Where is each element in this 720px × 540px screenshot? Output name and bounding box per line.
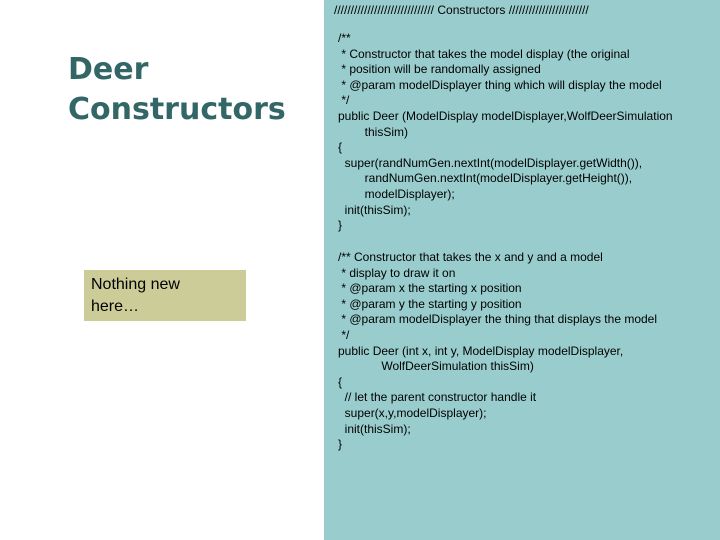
note-text: Nothing new here… — [91, 276, 180, 315]
constructor-code-xy-position: /** Constructor that takes the x and y and a model * display to draw it on * @param x the starting x position * @param y the starting y position * @param modelDisplayer the thing that displays the model */ public Deer (int x, int y, ModelDisplay modelDisplayer, WolfDeerSimulation thisSim) { // let the parent constructor handle it super(x,y,modelDisplayer); init(thisSim); } — [338, 250, 658, 452]
slide-title: Deer Constructors — [68, 52, 286, 127]
note-box — [84, 270, 246, 321]
code-section-header: ////////////////////////////// Constructors //////////////////////// — [334, 3, 589, 17]
constructor-code-random-position: /** * Constructor that takes the model display (the original * position will be randomally assigned * @param modelDisplayer thing which will display the model */ public Deer (ModelDisplay modelDisplayer,WolfDeerSimulation thisSim) { super(randNumGen.nextInt(modelDisplayer.getWidth()), randNumGen.nextInt(modelDisplayer.getHeight()), modelDisplayer); init(thisSim); } — [338, 31, 673, 233]
left-panel — [0, 0, 324, 540]
